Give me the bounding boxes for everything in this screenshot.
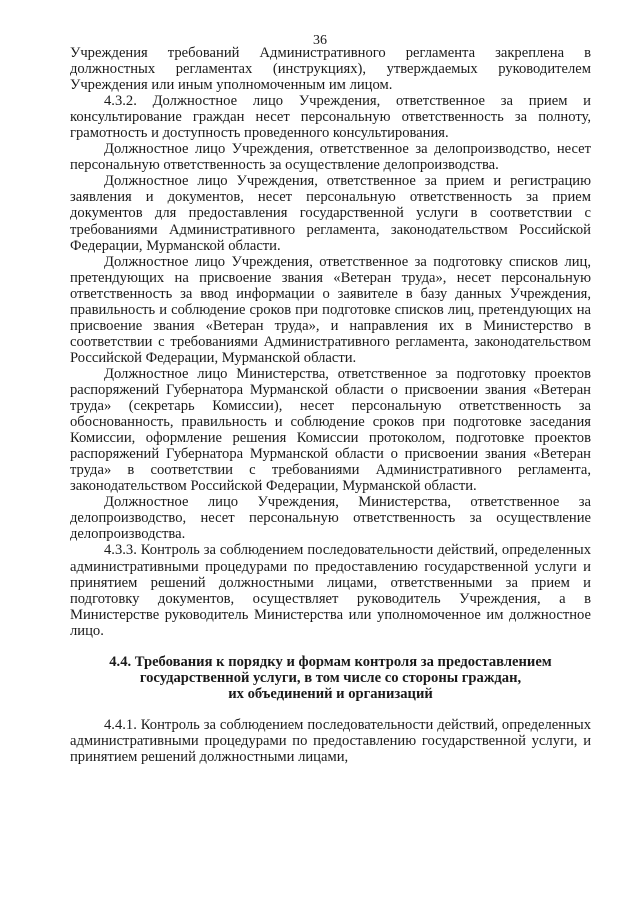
section-heading-line: 4.4. Требования к порядку и формам контроля за предоставлением (109, 653, 552, 670)
page-number: 36 (313, 33, 327, 48)
paragraph: Должностное лицо Учреждения, Министерства, ответственное за делопроизводство, несет персональную ответственность за осуществление делопроизводства. (70, 494, 591, 543)
paragraph: Должностное лицо Учреждения, ответственное за прием и регистрацию заявления и документов, несет персональную ответственность за прием документов для предоставления государственной услуги в соответствии с требованиями Административного регламента, законодательством Российской Федерации, Мурманской области. (70, 173, 591, 254)
paragraph: Должностное лицо Министерства, ответственное за подготовку проектов распоряжений Губернатора Мурманской области о присвоении звания «Ветеран труда» (секретарь Комиссии), несет персональную ответственность за обоснованность, правильность и соблюдение сроков при подготовке заседания Комиссии, оформление решения Комиссии протоколом, подготовке проектов распоряжений Губернатора Мурманской области о присвоении звания «Ветеран труда» в соответствии с требованиями Административного регламента, законодательством Российской Федерации, Мурманской области. (70, 365, 591, 495)
document-body (70, 45, 591, 765)
section-heading-line: государственной услуги, в том числе со стороны граждан, (139, 669, 522, 686)
paragraph-4-3-3: 4.3.3. Контроль за соблюдением последовательности действий, определенных административными процедурами по предоставлению государственной услуги и принятием решений должностными лицами, ответственными за прием и подготовку документов, осуществляет руководитель Учреждения, а в Министерстве руководитель Министерства или уполномоченное им должностное лицо. (70, 542, 591, 639)
paragraph-4-4-1: 4.4.1. Контроль за соблюдением последовательности действий, определенных административными процедурами по предоставлению государственной услуги, и принятием решений должностными лицами, (70, 716, 591, 765)
paragraph-4-3-2: 4.3.2. Должностное лицо Учреждения, ответственное за прием и консультирование граждан несет персональную ответственность за полноту, грамотность и доступность проведенного консультирования. (70, 93, 591, 142)
paragraph: Должностное лицо Учреждения, ответственное за подготовку списков лиц, претендующих на присвоение звания «Ветеран труда», несет персональную ответственность за ввод информации о заявителе в базу данных Учреждения, правильность и соблюдение сроков при подготовке списков лиц, претендующих на присвоение звания «Ветеран труда», и направления их в Министерство в соответствии с требованиями Административного регламента, законодательством Российской Федерации, Мурманской области. (70, 253, 591, 366)
section-heading-4-4 (70, 654, 591, 702)
paragraph: Должностное лицо Учреждения, ответственное за делопроизводство, несет персональную ответственность за осуществление делопроизводства. (70, 141, 591, 174)
paragraph-continuation: Учреждения требований Административного регламента закреплена в должностных регламентах (инструкциях), утверждаемых руководителем Учреждения или иным уполномоченным им лицом. (70, 45, 591, 94)
section-heading-line: их объединений и организаций (228, 685, 433, 702)
